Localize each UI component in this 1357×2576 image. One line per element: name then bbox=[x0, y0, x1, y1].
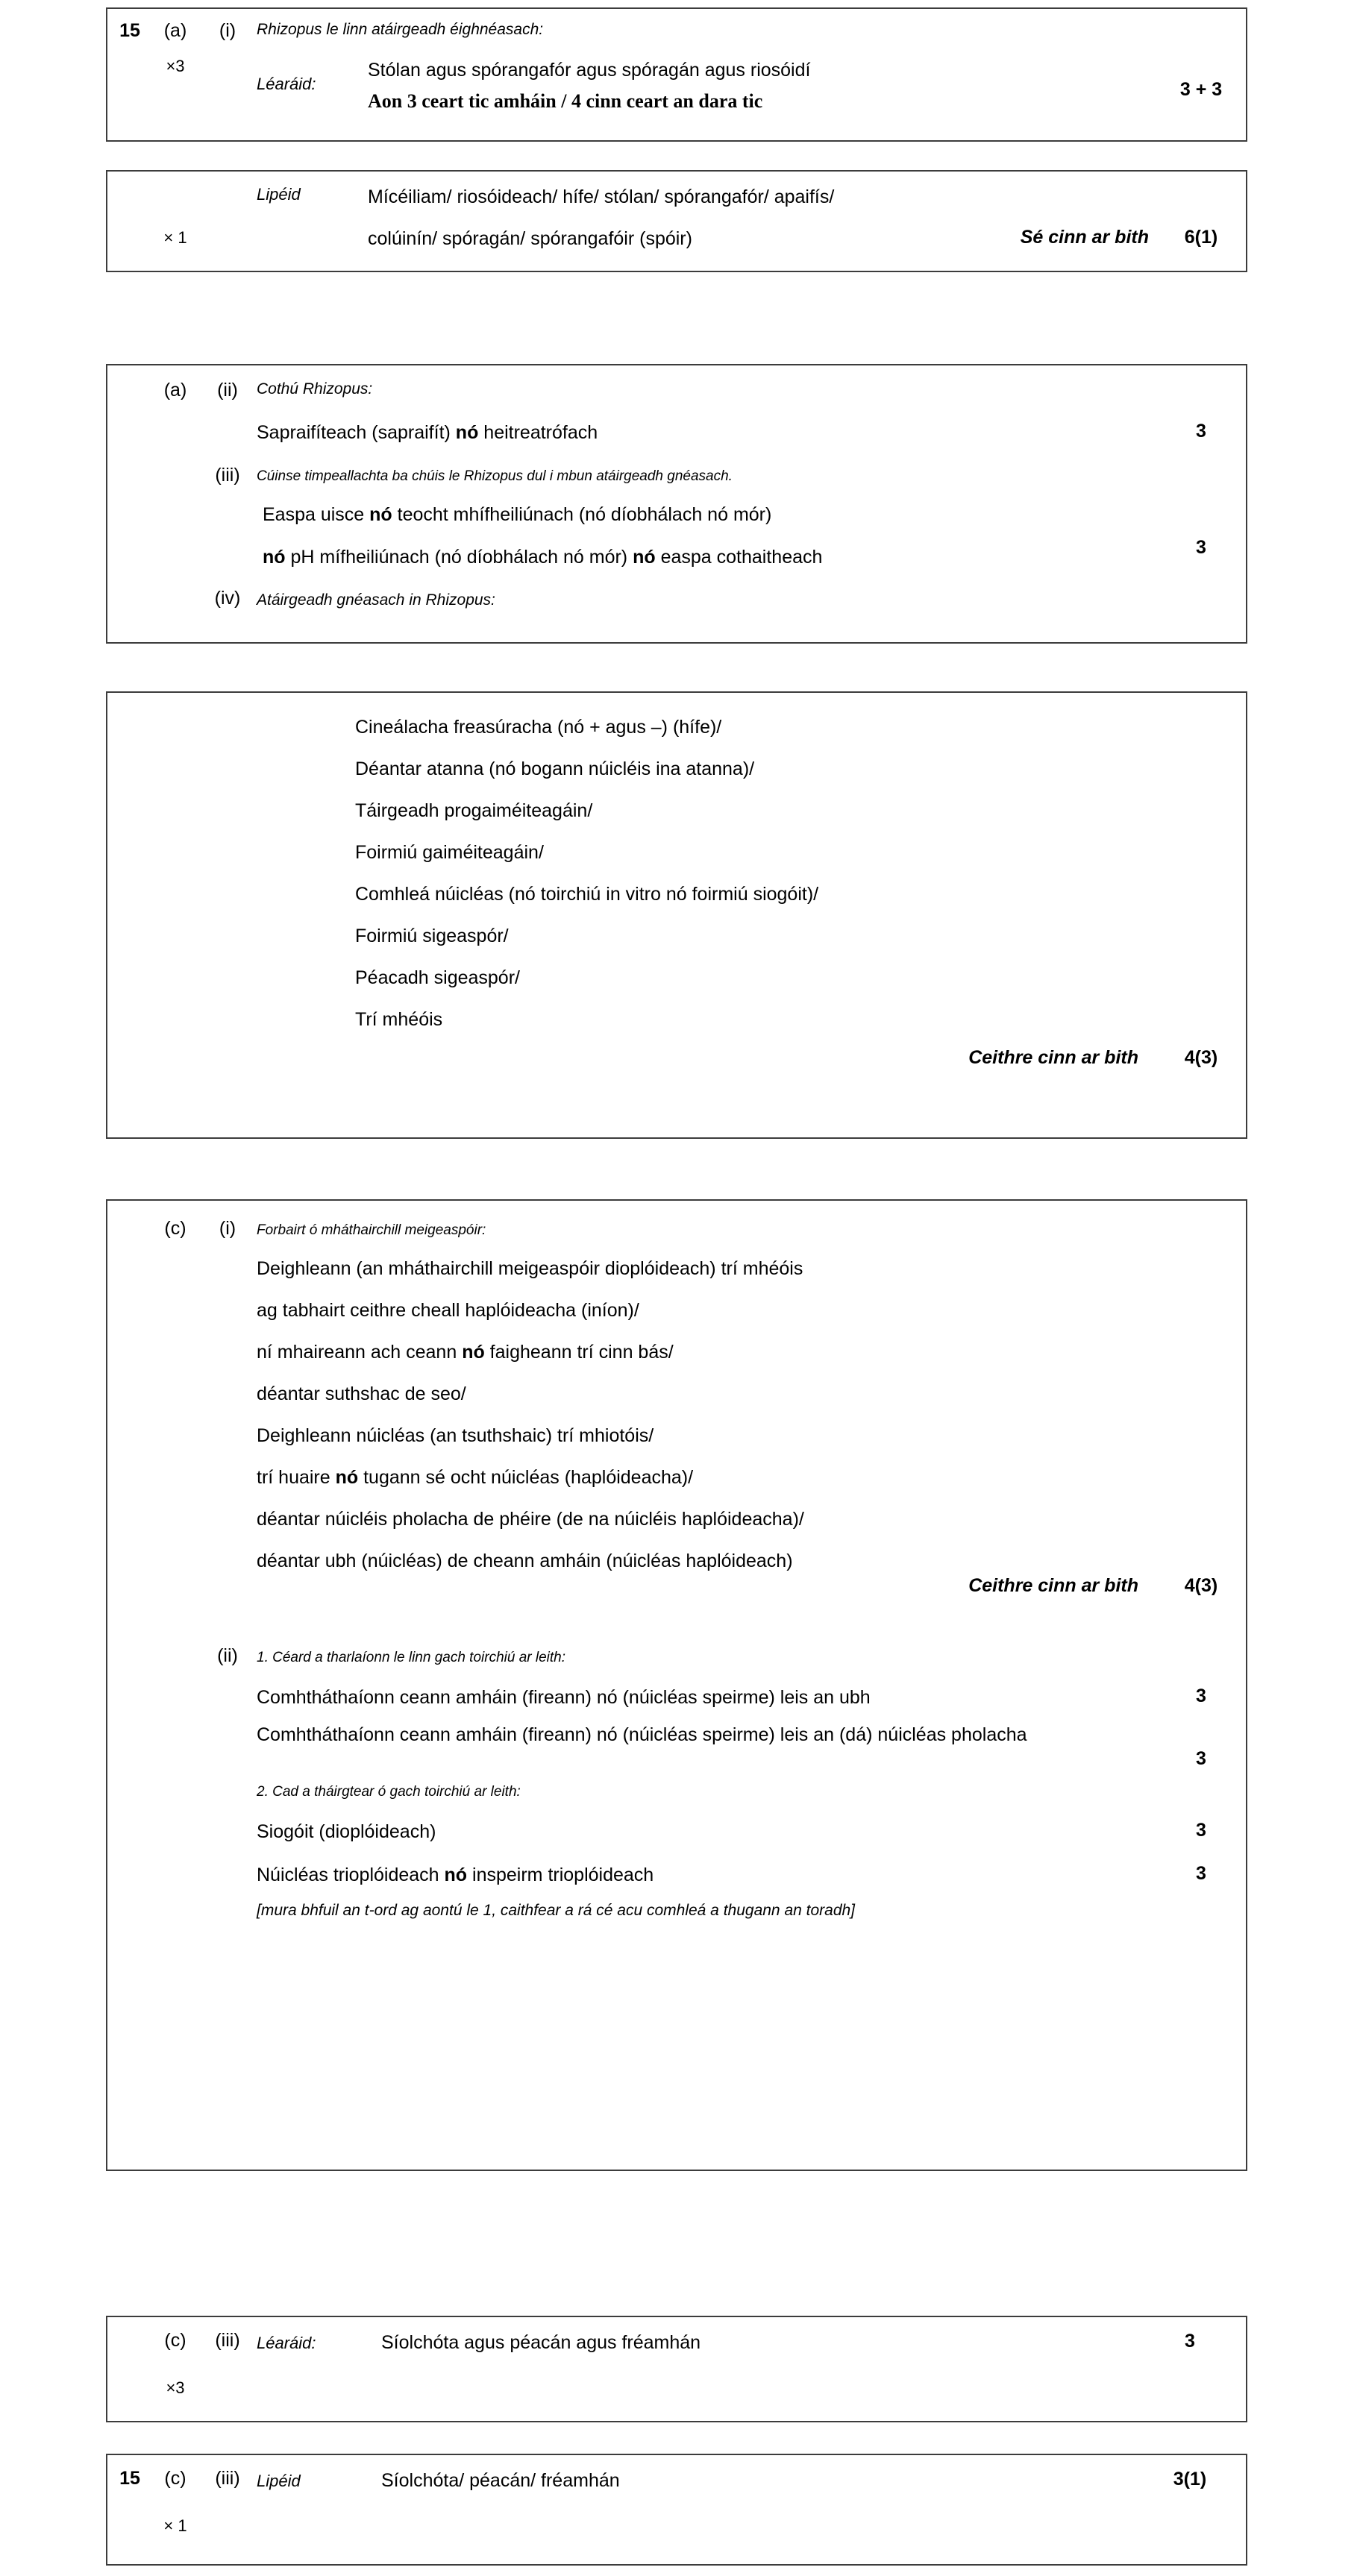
answer-c-ii-c: Siogóit (dioplóideach) bbox=[257, 1821, 436, 1842]
list-item bbox=[257, 1424, 1246, 1446]
marks-value: 3(1) bbox=[1173, 2469, 1207, 2489]
roman-numeral-i: (i) bbox=[219, 1218, 236, 1239]
question-number: 15 bbox=[119, 20, 140, 41]
roman-numeral: (iii) bbox=[215, 2468, 240, 2489]
answer-c-ii-d-post: inspeirm trioplóideach bbox=[467, 1864, 654, 1885]
answer-c-ii-b: Comhtháthaíonn ceann amháin (fireann) nó (núicléas speirme) leis an (dá) núicléas pholacha bbox=[257, 1724, 1027, 1746]
list-item bbox=[257, 1552, 1246, 1571]
list-item-pre: Deighleann núicléas (an tsuthshaic) trí mhiotóis/ bbox=[257, 1424, 654, 1446]
answer-iii-l1-post: teocht mhífheiliúnach (nó díobhálach nó mór) bbox=[392, 504, 772, 526]
list-item-pre: Deighleann (an mháthairchill meigeaspóir dioplóideach) trí mhéóis bbox=[257, 1257, 803, 1279]
marks-value-ii: 3 bbox=[1196, 421, 1206, 442]
marks-value: 3 bbox=[1185, 2331, 1195, 2352]
section-heading-ii: Cothú Rhizopus: bbox=[257, 380, 373, 398]
any-items-note-c-i: Ceithre cinn ar bith bbox=[968, 1574, 1138, 1596]
bracket-note: [mura bhfuil an t-ord ag aontú le 1, caithfear a rá cé acu comhleá a thugann an toradh] bbox=[257, 1902, 856, 1920]
answer-c-ii-d bbox=[257, 1862, 1156, 1888]
answer-c-ii-d-bold: nó bbox=[444, 1864, 468, 1885]
multiplier-x1: × 1 bbox=[163, 2516, 187, 2536]
section-heading-iv: Atáirgeadh gnéasach in Rhizopus: bbox=[257, 591, 495, 609]
answer-ii-post: heitreatrófach bbox=[478, 422, 598, 443]
marks-value-c-ii-c: 3 bbox=[1196, 1819, 1206, 1841]
answer-line: Síolchóta/ péacán/ fréamhán bbox=[381, 2470, 620, 2491]
answer-iii-l2-post: easpa cothaitheach bbox=[655, 546, 823, 568]
marks-value: 6(1) bbox=[1184, 227, 1218, 248]
marks-value-c-ii-d: 3 bbox=[1196, 1862, 1206, 1884]
list-item: Cineálacha freasúracha (nó + agus –) (hífe)/ bbox=[355, 717, 722, 738]
list-item-bold: nó bbox=[462, 1341, 485, 1363]
marks-value: 3 + 3 bbox=[1179, 79, 1223, 100]
marks-value-iii: 3 bbox=[1196, 537, 1206, 559]
list-item: Táirgeadh progaiméiteagáin/ bbox=[355, 800, 593, 821]
sub-heading-2: 2. Cad a tháirgtear ó gach toirchiú ar leith: bbox=[257, 1784, 521, 1800]
answer-box-c-i-and-ii bbox=[106, 1199, 1247, 2171]
answer-line: Stólan agus spórangafór agus spóragán agus riosóidí bbox=[368, 60, 811, 81]
tick-note: Aon 3 ceart tic amháin / 4 cinn ceart an dara tic bbox=[368, 90, 763, 113]
any-items-note: Ceithre cinn ar bith bbox=[968, 1047, 1138, 1068]
answer-iii-line-1 bbox=[263, 501, 1156, 528]
list-item-pre: ní mhaireann ach ceann bbox=[257, 1341, 463, 1363]
answer-iii-l2-bold-1: nó bbox=[263, 546, 286, 568]
diagram-label: Léaráid: bbox=[257, 75, 316, 93]
multiplier-x3: ×3 bbox=[166, 2378, 185, 2398]
list-item bbox=[257, 1468, 1246, 1487]
labels-label: Lipéid bbox=[257, 2472, 301, 2490]
answer-box-a-i bbox=[106, 7, 1247, 142]
answer-iii-l2-bold-2: nó bbox=[633, 546, 656, 568]
answer-box-a-ii-iii-iv bbox=[106, 364, 1247, 644]
any-items-note: Sé cinn ar bith bbox=[1020, 227, 1149, 248]
sub-heading-1: 1. Céard a tharlaíonn le linn gach toirchiú ar leith: bbox=[257, 1650, 566, 1666]
labels-line-2: colúinín/ spóragán/ spórangafóir (spóir) bbox=[368, 228, 692, 250]
list-item bbox=[257, 1257, 1246, 1279]
list-item-bold: nó bbox=[335, 1466, 359, 1488]
list-item: Foirmiú gaiméiteagáin/ bbox=[355, 842, 544, 863]
question-number: 15 bbox=[119, 2468, 140, 2489]
list-item bbox=[257, 1343, 1246, 1362]
marks-value-c-i: 4(3) bbox=[1184, 1574, 1218, 1596]
list-item: Trí mhéóis bbox=[355, 1009, 443, 1030]
diagram-label: Léaráid: bbox=[257, 2334, 316, 2352]
list-item: Péacadh sigeaspór/ bbox=[355, 967, 520, 988]
labels-line-1: Mícéiliam/ riosóideach/ hífe/ stólan/ spórangafór/ apaifís/ bbox=[368, 186, 835, 207]
labels-label: Lipéid bbox=[257, 185, 301, 204]
answer-ii-pre: Sapraifíteach (sapraifít) bbox=[257, 422, 456, 443]
answer-c-ii-d-pre: Núicléas trioplóideach bbox=[257, 1864, 445, 1885]
list-item-post: tugann sé ocht núicléas (haplóideacha)/ bbox=[358, 1466, 694, 1488]
part-letter: (a) bbox=[163, 380, 187, 400]
marks-value: 4(3) bbox=[1184, 1047, 1218, 1068]
answer-box-c-iii-diagram bbox=[106, 2316, 1247, 2422]
multiplier-x1: × 1 bbox=[163, 228, 187, 248]
answer-ii bbox=[257, 419, 1156, 446]
section-heading-iii: Cúinse timpeallachta ba chúis le Rhizopus dul i mbun atáirgeadh gnéasach. bbox=[257, 468, 733, 485]
roman-numeral: (i) bbox=[219, 20, 236, 41]
list-item: Déantar atanna (nó bogann núicléis ina atanna)/ bbox=[355, 758, 755, 779]
list-item-pre: déantar ubh (núicléas) de cheann amháin (núicléas haplóideach) bbox=[257, 1550, 793, 1571]
list-item-pre: ag tabhairt ceithre cheall haplóideacha (iníon)/ bbox=[257, 1299, 639, 1321]
list-item-pre: déantar suthshac de seo/ bbox=[257, 1383, 466, 1404]
part-letter: (c) bbox=[164, 2330, 187, 2351]
list-item bbox=[257, 1301, 1246, 1320]
roman-numeral: (iii) bbox=[215, 2330, 240, 2351]
answer-iii-l1-bold: nó bbox=[369, 504, 392, 526]
multiplier-x3: ×3 bbox=[166, 57, 185, 75]
list-item: Foirmiú sigeaspór/ bbox=[355, 926, 509, 946]
part-letter: (c) bbox=[164, 2468, 187, 2489]
list-item: Comhleá núicléas (nó toirchiú in vitro nó foirmiú siogóit)/ bbox=[355, 884, 819, 905]
answer-iii-line-2 bbox=[263, 544, 1156, 571]
roman-numeral-iv: (iv) bbox=[214, 587, 241, 609]
marks-value-c-ii-a: 3 bbox=[1196, 1686, 1206, 1707]
list-item-pre: déantar núicléis pholacha de phéire (de na núicléis haplóideacha)/ bbox=[257, 1508, 804, 1530]
answer-c-ii-a: Comhtháthaíonn ceann amháin (fireann) nó (núicléas speirme) leis an ubh bbox=[257, 1687, 871, 1709]
list-item-pre: trí huaire bbox=[257, 1466, 336, 1488]
part-letter: (a) bbox=[163, 20, 187, 41]
section-heading-c-i: Forbairt ó mháthairchill meigeaspóir: bbox=[257, 1222, 486, 1238]
roman-numeral-iii: (iii) bbox=[215, 465, 240, 486]
marks-value-c-ii-b: 3 bbox=[1196, 1748, 1206, 1770]
answer-box-a-iv-list bbox=[106, 691, 1247, 1139]
answer-box-c-iii-labels bbox=[106, 2454, 1247, 2566]
roman-numeral-ii: (ii) bbox=[217, 1645, 238, 1667]
answer-iii-l1-pre: Easpa uisce bbox=[263, 504, 370, 526]
roman-numeral-ii: (ii) bbox=[217, 380, 238, 400]
list-item bbox=[257, 1385, 1246, 1404]
answer-box-a-i-labels bbox=[106, 170, 1247, 272]
list-item-post: faigheann trí cinn bás/ bbox=[484, 1341, 674, 1363]
answer-ii-bold: nó bbox=[455, 422, 479, 443]
section-heading: Rhizopus le linn atáirgeadh éighnéasach: bbox=[257, 21, 544, 38]
part-letter: (c) bbox=[164, 1218, 187, 1239]
answer-iii-l2-mid: pH mífheiliúnach (nó díobhálach nó mór) bbox=[285, 546, 633, 568]
answer-line: Síolchóta agus péacán agus fréamhán bbox=[381, 2332, 701, 2353]
list-item bbox=[257, 1510, 1246, 1529]
